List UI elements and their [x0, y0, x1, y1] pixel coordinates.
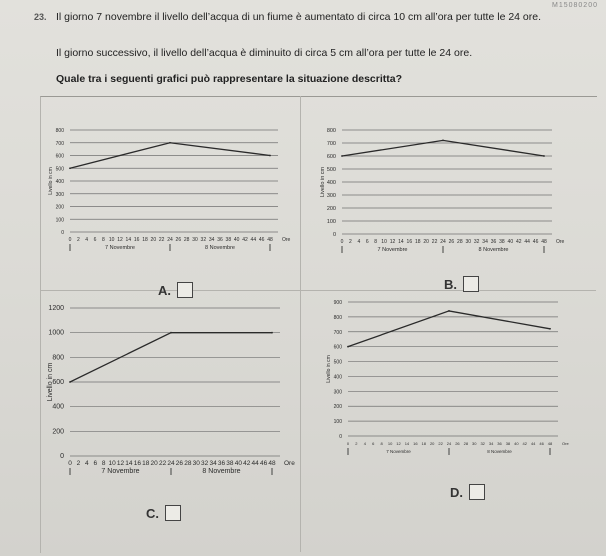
day-label-1: 7 Novembre [386, 449, 411, 454]
y-tick-label: 400 [55, 179, 64, 185]
x-tick-label: 18 [142, 460, 150, 467]
x-tick-label: 38 [505, 441, 511, 446]
y-tick-label: 700 [55, 140, 64, 147]
y-tick-label: 600 [52, 379, 64, 386]
x-tick-label: 8 [374, 239, 378, 245]
y-tick-label: 100 [55, 217, 64, 224]
x-tick-label: 14 [398, 239, 404, 245]
option-a-checkbox[interactable] [177, 282, 193, 298]
chart-c [36, 296, 296, 496]
y-tick-label: 0 [332, 232, 336, 238]
x-tick-label: 26 [175, 237, 182, 243]
data-point [69, 167, 71, 169]
option-b-checkbox[interactable] [463, 276, 479, 292]
x-tick-label: 30 [192, 237, 198, 243]
x-tick-label: 10 [108, 237, 115, 243]
x-tick-label: 30 [192, 460, 200, 467]
x-tick-label: 46 [258, 237, 265, 243]
question-text: Quale tra i seguenti grafici può rappresentare la situazione descritta? [56, 73, 403, 85]
data-point [543, 155, 545, 157]
x-tick-label: 24 [446, 441, 452, 446]
x-tick-label: 28 [183, 237, 190, 243]
x-tick-label: 4 [363, 441, 366, 446]
x-tick-label: 32 [201, 460, 209, 467]
x-tick-label: 10 [381, 239, 387, 245]
y-axis-label: Livello in cm [320, 166, 326, 198]
x-tick-label: 10 [387, 441, 393, 446]
x-tick-label: 32 [200, 237, 207, 243]
x-tick-label: 28 [184, 460, 192, 467]
option-c[interactable] [146, 505, 181, 521]
x-tick-label: 10 [108, 460, 116, 467]
x-tick-label: 6 [93, 237, 97, 243]
x-tick-label: 4 [85, 460, 89, 467]
y-tick-label: 600 [326, 154, 336, 160]
x-tick-label: 4 [357, 239, 361, 245]
x-tick-label: 42 [243, 460, 251, 467]
y-tick-label: 0 [339, 434, 342, 440]
x-tick-label: 42 [515, 239, 522, 245]
x-tick-label: 30 [465, 239, 472, 245]
x-tick-label: 2 [349, 239, 352, 245]
x-tick-label: 8 [101, 237, 105, 243]
y-tick-label: 0 [61, 230, 64, 236]
x-tick-label: 46 [259, 460, 268, 467]
option-c-checkbox[interactable] [165, 505, 181, 521]
x-tick-label: 2 [355, 441, 358, 446]
y-tick-label: 300 [333, 389, 342, 396]
y-tick-label: 400 [333, 374, 342, 381]
x-tick-label: 48 [541, 239, 547, 245]
problem-line-1: Il giorno 7 novembre il livello dell’acqua di un fiume è aumentato di circa 10 cm all’ora per tutte le 24 ore. [56, 11, 542, 23]
day-label-2: 8 Novembre [202, 468, 241, 475]
data-point [341, 155, 343, 157]
x-tick-label: 12 [389, 239, 396, 245]
x-tick-label: 48 [268, 460, 276, 467]
x-tick-label: 12 [396, 441, 401, 446]
x-tick-label: 46 [539, 441, 544, 446]
frame-divider-horizontal [40, 290, 596, 291]
x-tick-label: 40 [234, 460, 242, 467]
option-b-label: B. [444, 276, 457, 292]
data-point [347, 346, 349, 348]
x-tick-label: 36 [217, 237, 223, 243]
y-tick-label: 800 [52, 354, 64, 362]
option-b[interactable] [444, 276, 479, 292]
y-tick-label: 300 [326, 193, 336, 199]
x-tick-label: 20 [429, 441, 435, 446]
frame-divider-vertical [300, 96, 301, 552]
x-tick-label: 6 [365, 239, 369, 245]
y-tick-label: 400 [52, 403, 64, 411]
x-tick-label: 4 [85, 237, 89, 243]
x-tick-label: 40 [507, 239, 514, 245]
x-tick-label: 42 [242, 237, 248, 243]
y-tick-label: 600 [55, 153, 64, 160]
x-tick-label: 2 [76, 237, 80, 243]
x-tick-label: 2 [76, 460, 81, 467]
option-a[interactable] [158, 282, 193, 298]
data-point [549, 328, 551, 330]
x-tick-label: 22 [431, 239, 438, 245]
y-axis-label: Livello in cm [326, 355, 332, 383]
x-tick-label: 42 [522, 441, 527, 446]
x-axis-label: Ore [556, 239, 565, 245]
x-tick-label: 44 [251, 460, 259, 467]
x-tick-label: 44 [524, 239, 530, 245]
x-tick-label: 30 [472, 441, 477, 446]
y-tick-label: 800 [333, 314, 342, 321]
x-tick-label: 0 [68, 460, 72, 467]
y-tick-label: 1200 [48, 305, 64, 312]
x-tick-label: 26 [455, 441, 460, 446]
x-tick-label: 22 [158, 237, 165, 243]
x-tick-label: 28 [463, 441, 469, 446]
y-tick-label: 800 [326, 128, 336, 134]
option-c-label: C. [146, 505, 159, 521]
x-tick-label: 28 [457, 239, 463, 245]
x-tick-label: 16 [413, 441, 418, 446]
y-tick-label: 900 [333, 300, 342, 306]
y-tick-label: 200 [55, 204, 64, 211]
x-tick-label: 18 [142, 237, 148, 243]
day-label-2: 8 Novembre [205, 245, 235, 251]
option-a-label: A. [158, 282, 171, 298]
x-tick-label: 0 [340, 239, 344, 245]
y-tick-label: 200 [326, 206, 336, 212]
x-tick-label: 12 [117, 237, 123, 243]
chart-a [44, 120, 300, 270]
x-tick-label: 34 [209, 460, 217, 467]
day-label-1: 7 Novembre [105, 245, 135, 251]
x-tick-label: 6 [372, 441, 375, 446]
y-tick-label: 200 [52, 428, 64, 436]
y-tick-label: 700 [333, 329, 342, 336]
x-axis-label: Ore [282, 237, 291, 243]
x-tick-label: 38 [499, 239, 505, 245]
y-tick-label: 600 [333, 344, 342, 351]
x-tick-label: 44 [530, 441, 536, 446]
x-tick-label: 24 [440, 239, 446, 245]
x-tick-label: 24 [167, 460, 175, 467]
x-tick-label: 6 [93, 460, 98, 467]
data-point [269, 155, 271, 157]
day-label-1: 7 Novembre [377, 247, 408, 253]
x-tick-label: 26 [175, 460, 184, 467]
problem-line-2: Il giorno successivo, il livello dell’acqua è diminuito di circa 5 cm all’ora per tutte le 24 ore. [56, 47, 473, 59]
x-tick-label: 34 [482, 239, 488, 245]
data-point [69, 381, 71, 383]
x-tick-label: 38 [226, 460, 234, 467]
x-tick-label: 22 [158, 460, 167, 467]
x-tick-label: 20 [150, 460, 158, 467]
x-axis-label: Ore [562, 441, 569, 446]
x-tick-label: 40 [233, 237, 240, 243]
option-d[interactable] [450, 484, 485, 500]
y-axis-label: Livello in cm [47, 362, 54, 402]
y-tick-label: 400 [326, 180, 336, 186]
y-tick-label: 100 [333, 419, 342, 426]
x-tick-label: 32 [473, 239, 480, 245]
x-tick-label: 16 [133, 460, 141, 467]
data-point [442, 140, 444, 142]
x-tick-label: 36 [497, 441, 502, 446]
x-tick-label: 46 [532, 239, 539, 245]
x-tick-label: 18 [421, 441, 426, 446]
x-tick-label: 38 [225, 237, 232, 243]
x-tick-label: 34 [208, 237, 215, 243]
x-tick-label: 20 [150, 237, 157, 243]
x-tick-label: 26 [448, 239, 455, 245]
x-tick-label: 24 [167, 237, 173, 243]
data-point [169, 142, 171, 144]
x-tick-label: 34 [488, 441, 494, 446]
x-tick-label: 40 [514, 441, 519, 446]
day-label-1: 7 Novembre [101, 468, 140, 475]
x-tick-label: 0 [68, 237, 72, 243]
x-tick-label: 0 [346, 441, 350, 446]
data-point [170, 332, 172, 334]
y-tick-label: 200 [333, 404, 342, 411]
x-axis-label: Ore [284, 460, 295, 467]
x-tick-label: 48 [267, 237, 273, 243]
question-number: 23. [34, 12, 47, 22]
x-tick-label: 36 [490, 239, 497, 245]
x-tick-label: 36 [217, 460, 226, 467]
x-tick-label: 32 [480, 441, 485, 446]
y-tick-label: 1000 [48, 329, 64, 337]
x-tick-label: 20 [423, 239, 429, 245]
day-label-2: 8 Novembre [487, 449, 512, 454]
x-tick-label: 14 [125, 237, 132, 243]
x-tick-label: 44 [250, 237, 257, 243]
day-label-2: 8 Novembre [478, 247, 509, 253]
x-tick-label: 18 [414, 239, 421, 245]
chart-d [318, 292, 568, 468]
x-tick-label: 8 [101, 460, 106, 467]
y-tick-label: 500 [55, 166, 64, 173]
y-tick-label: 100 [326, 219, 336, 225]
x-tick-label: 12 [116, 460, 125, 467]
option-d-label: D. [450, 484, 463, 500]
x-tick-label: 22 [438, 441, 443, 446]
x-tick-label: 48 [547, 441, 553, 446]
x-tick-label: 14 [404, 441, 410, 446]
y-tick-label: 500 [333, 359, 342, 366]
data-point [448, 310, 450, 312]
option-d-checkbox[interactable] [469, 484, 485, 500]
corner-code: M15080200 [552, 2, 598, 9]
series-line [348, 311, 550, 347]
x-tick-label: 16 [406, 239, 413, 245]
y-axis-label: Livello in cm [48, 167, 54, 195]
y-tick-label: 700 [326, 141, 336, 147]
data-point [271, 332, 273, 334]
chart-b [312, 120, 565, 270]
y-tick-label: 800 [55, 128, 64, 134]
y-tick-label: 500 [326, 167, 336, 173]
y-tick-label: 300 [55, 191, 64, 198]
x-tick-label: 14 [125, 460, 133, 467]
x-tick-label: 8 [380, 441, 383, 446]
y-tick-label: 0 [60, 453, 64, 460]
x-tick-label: 16 [133, 237, 140, 243]
